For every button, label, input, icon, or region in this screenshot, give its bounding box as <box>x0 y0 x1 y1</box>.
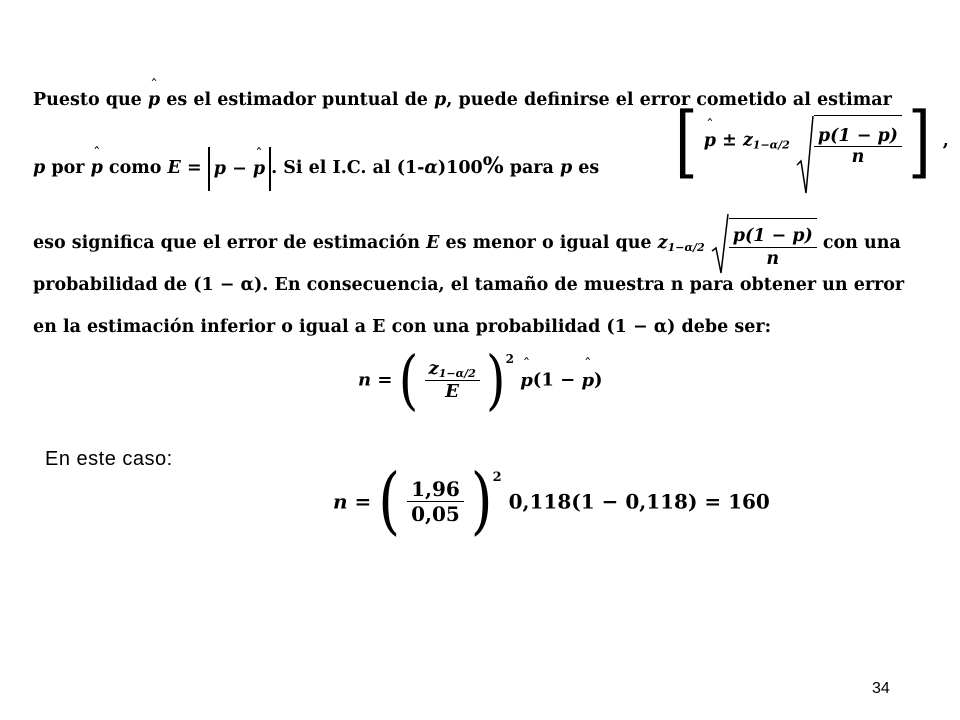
p-symbol: p <box>559 158 573 178</box>
denominator: E <box>445 381 459 402</box>
right-paren: ) <box>486 342 506 418</box>
minus-sign: − <box>232 158 247 179</box>
plus-minus-sign: ± <box>722 130 737 151</box>
paragraph-line-4 <box>33 275 913 295</box>
square-root <box>796 115 902 167</box>
percent-sign: % <box>482 153 504 179</box>
left-paren: ( <box>398 342 419 418</box>
ci-body <box>704 115 902 167</box>
radical-icon <box>796 115 814 195</box>
left-paren: ( <box>378 458 401 544</box>
text-segment: para <box>503 158 560 178</box>
square-root <box>711 213 817 275</box>
E-symbol: E <box>167 158 181 178</box>
text-segment: , puede definirse el error cometido al estimar <box>446 90 892 110</box>
right-paren: ) <box>470 458 493 544</box>
page-number: 34 <box>872 680 890 697</box>
z-subscript: 1−α/2 <box>752 138 790 152</box>
confidence-interval-expression <box>675 95 949 202</box>
paragraph-line-5 <box>33 317 913 337</box>
denominator: n <box>766 249 780 269</box>
text-segment: eso significa que el error de estimación <box>33 233 427 253</box>
text-segment: como <box>102 158 168 178</box>
text-segment: )100 <box>437 158 483 178</box>
formula-lhs: n = <box>358 369 393 391</box>
p-symbol: p <box>213 158 226 179</box>
exponent: 2 <box>492 470 502 485</box>
p-symbol: p <box>434 90 447 110</box>
z-symbol: z <box>742 130 753 151</box>
text-segment: es <box>572 158 600 178</box>
p-hat: ˆ p <box>581 370 594 391</box>
E-symbol: E <box>426 233 440 253</box>
numerator: p(1 − p) <box>814 116 902 147</box>
sample-size-formula <box>358 342 603 418</box>
p-hat: ˆ p <box>253 147 265 191</box>
numerator: p(1 − p) <box>729 219 817 248</box>
z-subscript: 1−α/2 <box>667 241 705 254</box>
comma: , <box>942 131 949 151</box>
p-hat: ˆ p <box>148 90 160 110</box>
alpha-symbol: α <box>424 158 438 178</box>
text-segment: (1 − <box>532 369 582 391</box>
denominator: n <box>851 147 865 167</box>
text-segment: es menor o igual que <box>439 233 658 253</box>
close-paren: ) <box>594 369 603 391</box>
denominator: 0,05 <box>411 502 460 526</box>
p-hat: ˆ p <box>91 137 103 199</box>
p-hat: ˆ p <box>704 131 716 151</box>
z-symbol: z <box>428 358 439 379</box>
fraction <box>407 477 464 526</box>
fraction <box>729 218 817 270</box>
equals-sign: = <box>186 158 202 178</box>
exponent: 2 <box>505 352 514 366</box>
text-segment: probabilidad de (1 − α). En consecuencia, el tamaño de muestra n para obtener un error <box>33 275 905 295</box>
text-segment: Puesto que <box>33 90 148 110</box>
fraction <box>425 358 480 402</box>
numeric-formula <box>333 458 770 544</box>
formula-tail: 0,118(1 − 0,118) = 160 <box>508 489 770 514</box>
text-segment: con una <box>822 233 901 253</box>
paragraph-line-3 <box>33 212 913 274</box>
text-segment: es el estimador puntual de <box>160 90 435 110</box>
radical-icon <box>711 213 729 275</box>
paragraph-line-1 <box>33 90 913 110</box>
left-bracket: [ <box>675 95 698 187</box>
right-bracket: ] <box>908 95 931 187</box>
fraction <box>814 115 902 167</box>
case-heading: En este caso: <box>45 448 173 470</box>
absolute-value <box>208 147 271 191</box>
text-segment: por <box>45 158 91 178</box>
text-segment: . Si el I.C. al (1- <box>271 158 425 178</box>
numerator <box>425 358 480 381</box>
numerator: 1,96 <box>407 477 464 502</box>
z-subscript: 1−α/2 <box>438 367 476 380</box>
z-symbol: z <box>657 233 668 253</box>
text-segment: en la estimación inferior o igual a E con una probabilidad (1 − α) debe ser: <box>33 317 772 337</box>
p-hat: ˆ p <box>520 370 533 391</box>
p-symbol: p <box>33 158 46 178</box>
formula-lhs: n = <box>333 489 372 514</box>
